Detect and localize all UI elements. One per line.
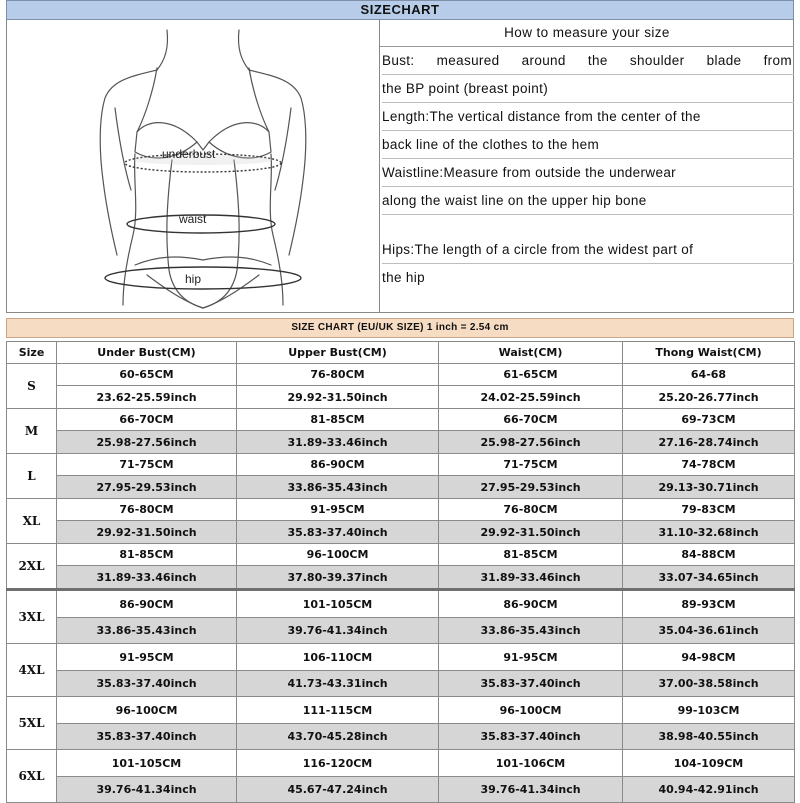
inch-cell: 39.76-41.34inch — [57, 777, 237, 803]
inch-cell: 39.76-41.34inch — [237, 618, 439, 644]
inch-cell: 29.13-30.71inch — [623, 476, 795, 499]
cm-cell: 96-100CM — [439, 697, 623, 724]
cm-cell: 86-90CM — [57, 590, 237, 618]
length-line-1: Length:The vertical distance from the center of the — [382, 103, 794, 131]
table-row — [7, 521, 795, 544]
size-label: M — [7, 409, 57, 454]
cm-cell: 104-109CM — [623, 750, 795, 777]
inch-cell: 24.02-25.59inch — [439, 386, 623, 409]
cm-cell: 76-80CM — [439, 499, 623, 521]
table-row — [7, 697, 795, 724]
inch-cell: 27.16-28.74inch — [623, 431, 795, 454]
table-row — [7, 724, 795, 750]
size-label: 3XL — [7, 590, 57, 644]
inch-cell: 39.76-41.34inch — [439, 777, 623, 803]
table-row — [7, 386, 795, 409]
inch-cell: 40.94-42.91inch — [623, 777, 795, 803]
bust-word: from — [763, 53, 792, 68]
inch-cell: 35.83-37.40inch — [439, 671, 623, 697]
bust-line-2: the BP point (breast point) — [382, 75, 794, 103]
table-row — [7, 590, 795, 618]
hips-line-1: Hips:The length of a circle from the widest part of — [382, 236, 794, 264]
inch-cell: 41.73-43.31inch — [237, 671, 439, 697]
table-row — [7, 544, 795, 566]
inch-cell: 35.83-37.40inch — [439, 724, 623, 750]
inch-cell: 25.20-26.77inch — [623, 386, 795, 409]
cm-cell: 81-85CM — [237, 409, 439, 431]
inch-cell: 37.80-39.37inch — [237, 566, 439, 590]
torso-right-side — [270, 154, 283, 305]
inch-cell: 33.86-35.43inch — [237, 476, 439, 499]
inch-cell: 25.98-27.56inch — [439, 431, 623, 454]
cm-cell: 86-90CM — [237, 454, 439, 476]
hip-label: hip — [185, 272, 202, 286]
cm-cell: 89-93CM — [623, 590, 795, 618]
hip-seam — [135, 257, 271, 265]
table-header-row — [7, 342, 795, 364]
cm-cell: 111-115CM — [237, 697, 439, 724]
bust-word: around — [521, 53, 566, 68]
cm-cell: 81-85CM — [439, 544, 623, 566]
cm-cell: 64-68 — [623, 364, 795, 386]
cm-cell: 60-65CM — [57, 364, 237, 386]
inch-cell: 45.67-47.24inch — [237, 777, 439, 803]
inch-cell: 31.89-33.46inch — [439, 566, 623, 590]
cm-cell: 99-103CM — [623, 697, 795, 724]
inch-cell: 37.00-38.58inch — [623, 671, 795, 697]
column-header: Thong Waist(CM) — [623, 342, 795, 364]
cm-cell: 96-100CM — [57, 697, 237, 724]
cm-cell: 101-105CM — [237, 590, 439, 618]
inch-cell: 33.86-35.43inch — [439, 618, 623, 644]
inch-cell: 35.04-36.61inch — [623, 618, 795, 644]
cm-cell: 86-90CM — [439, 590, 623, 618]
hips-instruction — [380, 236, 794, 291]
cm-cell: 116-120CM — [237, 750, 439, 777]
inch-cell: 33.07-34.65inch — [623, 566, 795, 590]
bust-word: blade — [706, 53, 742, 68]
torso-left-side — [123, 154, 136, 305]
cm-cell: 61-65CM — [439, 364, 623, 386]
table-row — [7, 566, 795, 590]
cm-cell: 101-106CM — [439, 750, 623, 777]
table-row — [7, 364, 795, 386]
waist-label: waist — [179, 212, 207, 226]
size-label: 5XL — [7, 697, 57, 750]
cm-cell: 84-88CM — [623, 544, 795, 566]
neck-left-line — [157, 30, 168, 70]
table-row — [7, 409, 795, 431]
cm-cell: 101-105CM — [57, 750, 237, 777]
table-row — [7, 476, 795, 499]
table-row — [7, 671, 795, 697]
table-row — [7, 750, 795, 777]
inch-cell: 23.62-25.59inch — [57, 386, 237, 409]
cm-cell: 81-85CM — [57, 544, 237, 566]
cm-cell: 74-78CM — [623, 454, 795, 476]
right-inner-arm — [275, 108, 291, 190]
table-row — [7, 644, 795, 671]
measurement-instructions — [380, 20, 794, 312]
waistline-line-2: along the waist line on the upper hip bone — [382, 187, 794, 215]
column-header: Under Bust(CM) — [57, 342, 237, 364]
column-header: Waist(CM) — [439, 342, 623, 364]
column-header: Size — [7, 342, 57, 364]
cm-cell: 76-80CM — [57, 499, 237, 521]
right-seam — [203, 160, 239, 308]
hip-ring — [105, 267, 301, 289]
cm-cell: 71-75CM — [439, 454, 623, 476]
waistline-instruction — [380, 159, 794, 215]
cm-cell: 66-70CM — [439, 409, 623, 431]
measurement-guide — [6, 20, 794, 313]
torso-illustration — [7, 20, 379, 312]
cm-cell: 94-98CM — [623, 644, 795, 671]
inch-cell: 31.89-33.46inch — [237, 431, 439, 454]
size-label: L — [7, 454, 57, 499]
table-row — [7, 777, 795, 803]
bust-word: shoulder — [629, 53, 685, 68]
inch-cell: 29.92-31.50inch — [57, 521, 237, 544]
length-instruction — [380, 103, 794, 159]
page-title: SIZECHART — [6, 0, 794, 20]
table-row — [7, 431, 795, 454]
leg-line-right — [203, 275, 259, 308]
inch-cell: 43.70-45.28inch — [237, 724, 439, 750]
size-label: S — [7, 364, 57, 409]
right-cup — [209, 123, 271, 158]
cm-cell: 91-95CM — [237, 499, 439, 521]
inch-cell: 29.92-31.50inch — [439, 521, 623, 544]
column-header: Upper Bust(CM) — [237, 342, 439, 364]
cm-cell: 91-95CM — [57, 644, 237, 671]
table-row — [7, 618, 795, 644]
inch-cell: 35.83-37.40inch — [57, 724, 237, 750]
inch-cell: 35.83-37.40inch — [57, 671, 237, 697]
cm-cell: 91-95CM — [439, 644, 623, 671]
inch-cell: 35.83-37.40inch — [237, 521, 439, 544]
body-figure — [7, 20, 380, 312]
inch-cell: 27.95-29.53inch — [439, 476, 623, 499]
bust-instruction — [380, 47, 794, 103]
inch-cell: 31.89-33.46inch — [57, 566, 237, 590]
length-line-2: back line of the clothes to the hem — [382, 131, 794, 159]
cm-cell: 69-73CM — [623, 409, 795, 431]
cm-cell: 76-80CM — [237, 364, 439, 386]
neck-right-line — [238, 30, 249, 70]
cm-cell: 66-70CM — [57, 409, 237, 431]
cm-cell: 79-83CM — [623, 499, 795, 521]
inch-cell: 25.98-27.56inch — [57, 431, 237, 454]
size-label: 6XL — [7, 750, 57, 803]
inch-cell: 31.10-32.68inch — [623, 521, 795, 544]
bust-word: Bust: — [382, 53, 415, 68]
cm-cell: 71-75CM — [57, 454, 237, 476]
waistline-line-1: Waistline:Measure from outside the underwear — [382, 159, 794, 187]
table-row — [7, 454, 795, 476]
underbust-label: underbust — [162, 147, 216, 161]
left-inner-arm — [115, 108, 131, 190]
inch-cell: 38.98-40.55inch — [623, 724, 795, 750]
bust-line-1 — [382, 47, 794, 75]
instructions-heading: How to measure your size — [380, 20, 794, 47]
cm-cell: 106-110CM — [237, 644, 439, 671]
bust-word: measured — [436, 53, 500, 68]
size-table — [6, 341, 795, 803]
size-label: 2XL — [7, 544, 57, 590]
table-row — [7, 499, 795, 521]
size-label: 4XL — [7, 644, 57, 697]
inch-cell: 29.92-31.50inch — [237, 386, 439, 409]
size-label: XL — [7, 499, 57, 544]
size-chart-subtitle: SIZE CHART (EU/UK SIZE) 1 inch = 2.54 cm — [6, 318, 794, 338]
inch-cell: 33.86-35.43inch — [57, 618, 237, 644]
inch-cell: 27.95-29.53inch — [57, 476, 237, 499]
cm-cell: 96-100CM — [237, 544, 439, 566]
hips-line-2: the hip — [382, 270, 425, 285]
bust-word: the — [587, 53, 608, 68]
